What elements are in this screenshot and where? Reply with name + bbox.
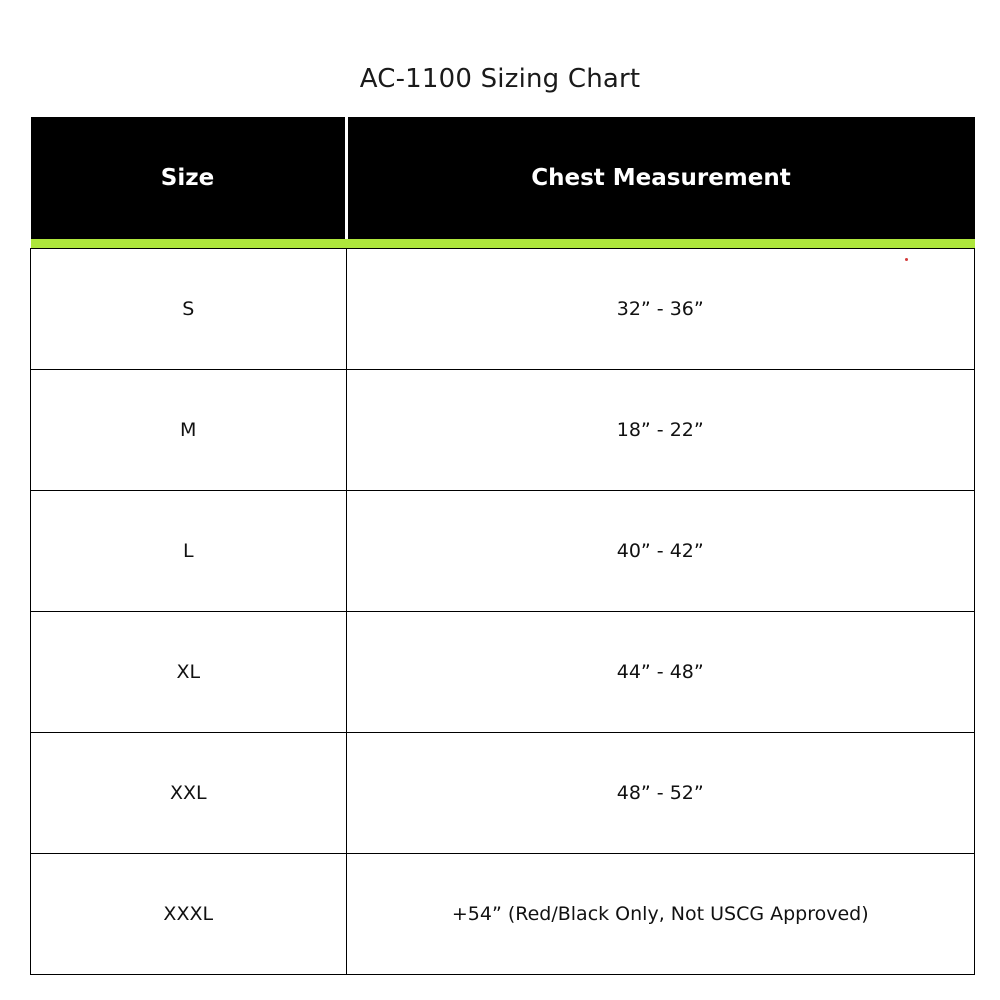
cell-chest: 44” - 48” — [346, 612, 975, 733]
table-row — [31, 733, 975, 854]
table-body — [31, 249, 975, 975]
table-header-row — [31, 117, 975, 239]
cell-size: L — [31, 491, 347, 612]
sizing-table-container — [30, 117, 975, 975]
table-row — [31, 491, 975, 612]
accent-divider-left — [31, 239, 347, 249]
page-title: AC-1100 Sizing Chart — [359, 64, 641, 94]
cell-size: XXL — [31, 733, 347, 854]
cell-chest: 32” - 36” — [346, 249, 975, 370]
cell-size: XL — [31, 612, 347, 733]
table-row — [31, 249, 975, 370]
sizing-table — [30, 117, 975, 975]
column-header-chest-measurement: Chest Measurement — [346, 117, 975, 239]
cell-size: XXXL — [31, 854, 347, 975]
column-header-size: Size — [31, 117, 347, 239]
cell-size: S — [31, 249, 347, 370]
cell-chest: 48” - 52” — [346, 733, 975, 854]
red-dot-marker — [905, 258, 908, 261]
accent-divider-row — [31, 239, 975, 249]
cell-chest: +54” (Red/Black Only, Not USCG Approved) — [346, 854, 975, 975]
table-row — [31, 612, 975, 733]
accent-divider-right — [346, 239, 975, 249]
cell-size: M — [31, 370, 347, 491]
table-row — [31, 854, 975, 975]
table-row — [31, 370, 975, 491]
table-header — [31, 117, 975, 249]
cell-chest: 18” - 22” — [346, 370, 975, 491]
cell-chest: 40” - 42” — [346, 491, 975, 612]
